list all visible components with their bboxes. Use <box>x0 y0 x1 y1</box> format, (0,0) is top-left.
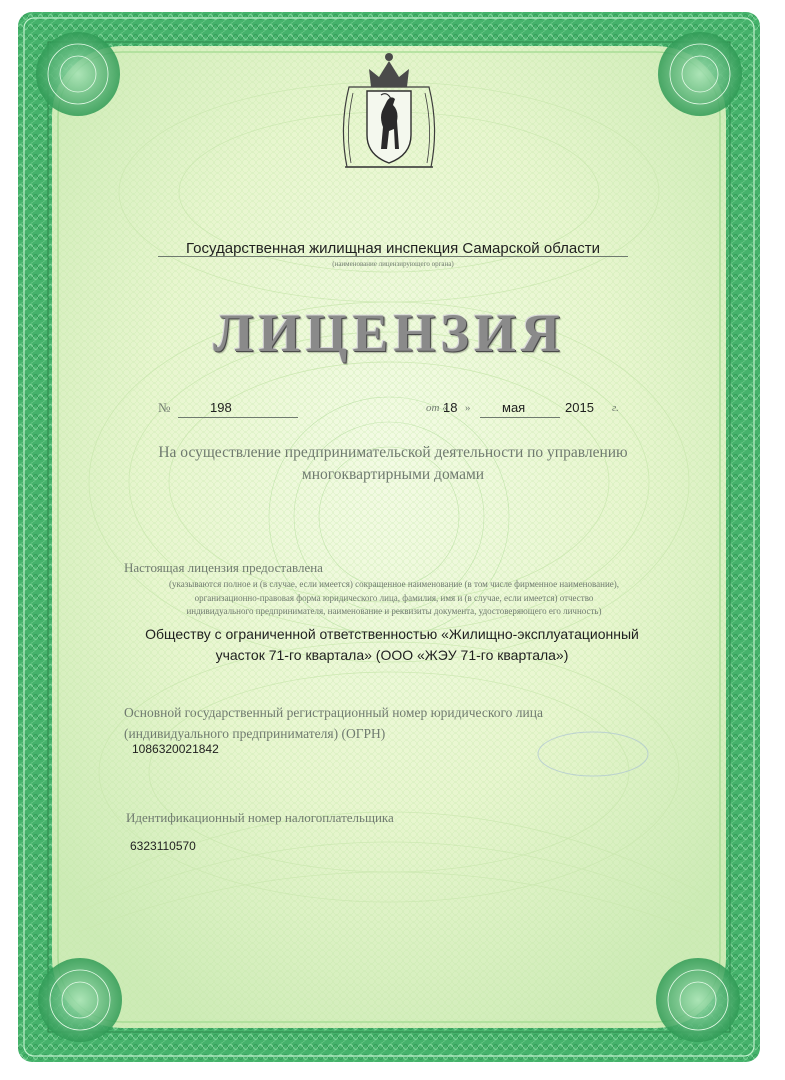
granted-note-line-1: (указываются полное и (в случае, если имеется) сокращенное наименование (в том числе фирменное наименование), <box>169 579 619 589</box>
ogrn-label <box>124 702 644 744</box>
date-suffix: г. <box>612 402 619 414</box>
activity-line-2: многоквартирными домами <box>301 466 485 483</box>
license-number-value: 198 <box>210 400 232 415</box>
activity-line-1: На осуществление предпринимательской деятельности по управлению <box>158 444 628 461</box>
granted-label: Настоящая лицензия предоставлена <box>124 560 323 575</box>
authority-note: (наименование лицензирующего органа) <box>332 260 454 268</box>
date-day-suffix: » <box>465 402 471 414</box>
date-prefix: от « <box>426 402 448 414</box>
date-year: 2015 <box>565 400 594 415</box>
granted-note <box>124 578 664 619</box>
license-sheet <box>18 12 760 1062</box>
licensee-line-2: участок 71-го квартала» (ООО «ЖЭУ 71-го квартала») <box>215 647 569 663</box>
document-title: ЛИЦЕНЗИЯ <box>213 303 565 363</box>
licensed-activity <box>113 442 673 486</box>
granted-note-line-3: индивидуального предпринимателя, наименование и реквизиты документа, удостоверяющего его личность) <box>186 606 602 616</box>
inn-value: 6323110570 <box>130 839 196 853</box>
corner-rosette-icon <box>36 32 120 116</box>
date-day: 18 <box>443 400 458 415</box>
guilloche-frame <box>18 12 760 1062</box>
ogrn-value: 1086320021842 <box>132 742 219 756</box>
authority-underline <box>158 256 628 257</box>
licensee-line-1: Обществу с ограниченной ответственностью «Жилищно-эксплуатационный <box>145 626 639 642</box>
granted-note-line-2: организационно-правовая форма юридического лица, фамилия, имя и (в случае, если имеется) отчество <box>194 592 594 603</box>
licensee-name <box>122 624 662 666</box>
ogrn-label-line-1: Основной государственный регистрационный номер юридического лица <box>124 705 543 720</box>
inn-label: Идентификационный номер налогоплательщика <box>126 810 394 825</box>
number-underline <box>178 417 298 418</box>
month-underline <box>480 417 560 418</box>
date-month: мая <box>502 400 526 415</box>
ogrn-label-line-2: (индивидуального предпринимателя) (ОГРН) <box>124 726 386 741</box>
issuing-authority: Государственная жилищная инспекция Самарской области <box>186 240 600 257</box>
license-number-label: № <box>158 400 171 415</box>
